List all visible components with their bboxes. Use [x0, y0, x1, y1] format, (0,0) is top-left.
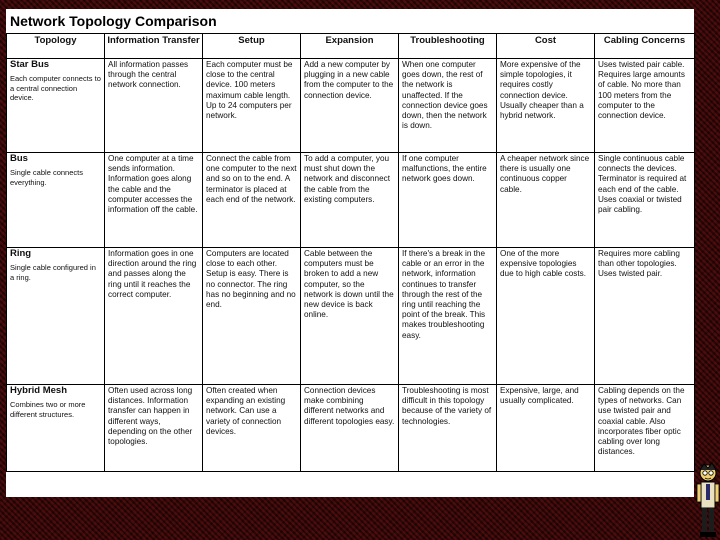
header-cost: Cost [497, 34, 595, 59]
expansion-cell: To add a computer, you must shut down the network and disconnect the cable from the existing computers. [301, 153, 399, 248]
comparison-sheet [6, 9, 694, 497]
cabling-cell: Cabling depends on the types of networks. Can use twisted pair and coaxial cable. Also incorporates fiber optic cabling over long distances. [595, 385, 695, 472]
cabling-cell: Requires more cabling than other topologies. Uses twisted pair. [595, 248, 695, 385]
header-setup: Setup [203, 34, 301, 59]
topology-name: Star Bus [10, 59, 50, 70]
troubleshooting-cell: If one computer malfunctions, the entire network goes down. [399, 153, 497, 248]
cost-cell: Expensive, large, and usually complicated. [497, 385, 595, 472]
header-troubleshooting: Troubleshooting [399, 34, 497, 59]
topology-name: Bus [10, 153, 28, 164]
topology-cell [7, 59, 105, 153]
setup-cell: Computers are located close to each other. Setup is easy. There is no connector. The ring has no beginning and no end. [203, 248, 301, 385]
table-row [7, 248, 695, 385]
header-information-transfer: Information Transfer [105, 34, 203, 59]
header-expansion: Expansion [301, 34, 399, 59]
troubleshooting-cell: If there's a break in the cable or an error in the network, information continues to transfer through the rest of the ring until reaching the point of the break. This makes troubleshooting easy. [399, 248, 497, 385]
table-row [7, 59, 695, 153]
topology-description: Combines two or more different structures. [10, 400, 86, 419]
setup-cell: Connect the cable from one computer to the next and so on to the end. A terminator is placed at each end of the network. [203, 153, 301, 248]
info-transfer-cell: Information goes in one direction around the ring and passes along the ring until it reaches the correct computer. [105, 248, 203, 385]
topology-cell [7, 248, 105, 385]
info-transfer-cell: Often used across long distances. Information transfer can happen in different ways, depending on the other topologies. [105, 385, 203, 472]
topology-cell [7, 385, 105, 472]
header-row [7, 34, 695, 59]
topology-cell [7, 153, 105, 248]
table-row [7, 153, 695, 248]
topology-description: Single cable configured in a ring. [10, 263, 96, 282]
header-topology: Topology [7, 34, 105, 59]
topology-description: Each computer connects to a central connection device. [10, 74, 101, 103]
topology-description: Single cable connects everything. [10, 168, 83, 187]
topology-table [6, 33, 695, 472]
troubleshooting-cell: Troubleshooting is most difficult in this topology because of the variety of technologies. [399, 385, 497, 472]
cabling-cell: Uses twisted pair cable. Requires large amounts of cable. No more than 100 meters from the computer to the connection device. [595, 59, 695, 153]
info-transfer-cell: All information passes through the central network connection. [105, 59, 203, 153]
cost-cell: One of the more expensive topologies due to high cable costs. [497, 248, 595, 385]
header-cabling-concerns: Cabling Concerns [595, 34, 695, 59]
expansion-cell: Connection devices make combining different networks and different topologies easy. [301, 385, 399, 472]
cost-cell: A cheaper network since there is usually one continuous copper cable. [497, 153, 595, 248]
info-transfer-cell: One computer at a time sends information. Information goes along the cable and the computer accesses the information off the cable. [105, 153, 203, 248]
cost-cell: More expensive of the simple topologies, it requires costly connection device. Usually cheaper than a hybrid network. [497, 59, 595, 153]
setup-cell: Each computer must be close to the central device. 100 meters maximum cable length. Up to 24 computers per network. [203, 59, 301, 153]
expansion-cell: Cable between the computers must be broken to add a new computer, so the network is down until the new device is back online. [301, 248, 399, 385]
table-row [7, 385, 695, 472]
troubleshooting-cell: When one computer goes down, the rest of the network is unaffected. If the connection device goes down, then the network is down. [399, 59, 497, 153]
expansion-cell: Add a new computer by plugging in a new cable from the computer to the connection device. [301, 59, 399, 153]
topology-name: Hybrid Mesh [10, 385, 68, 396]
page-title: Network Topology Comparison [10, 13, 217, 29]
topology-name: Ring [10, 248, 32, 259]
cabling-cell: Single continuous cable connects the devices. Terminator is required at each end of the cable. Uses coaxial or twisted pair cabling. [595, 153, 695, 248]
cartoon-character-icon [696, 462, 720, 540]
setup-cell: Often created when expanding an existing network. Can use a variety of connection devices. [203, 385, 301, 472]
